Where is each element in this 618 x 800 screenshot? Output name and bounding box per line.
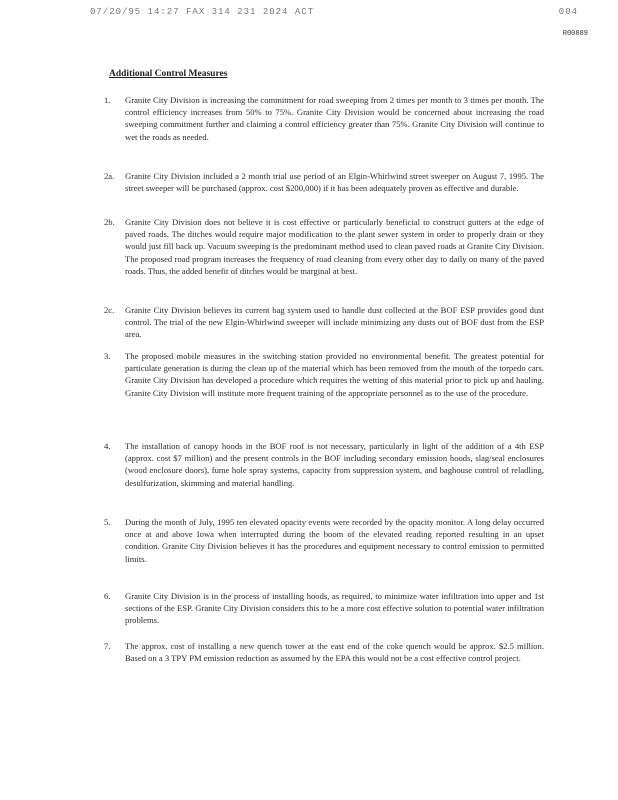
document-id: R00889 <box>562 30 588 38</box>
item-number: 2c. <box>104 305 115 315</box>
list-item <box>104 304 544 341</box>
list-item <box>104 640 544 664</box>
list-item <box>104 516 544 565</box>
item-text: Granite City Division included a 2 month trial use period of an Elgin-Whirlwind street sweeper on August 7, 1995. The street sweeper will be purchased (approx. cost $200,000) if it has been adequately proven as effective and durable. <box>125 171 544 194</box>
item-number: 4. <box>104 441 111 451</box>
list-item <box>104 216 544 277</box>
list-item <box>104 170 544 194</box>
list-item <box>104 590 544 627</box>
item-number: 2b. <box>104 217 115 227</box>
list-item <box>104 440 544 489</box>
item-number: 5. <box>104 517 111 527</box>
section-heading: Additional Control Measures <box>109 69 228 79</box>
item-text: Granite City Division is increasing the commitment for road sweeping from 2 times per month to 3 times per month. The control efficiency increases from 50% to 75%. Granite City Division would be concerned about increasing the road sweeping commitment further and claiming a control efficiency greater than 75%. Granite City Division will continue to wet the roads as needed. <box>125 95 544 142</box>
fax-header <box>90 7 578 17</box>
item-text: Granite City Division believes its current bag system used to handle dust collected at the BOF ESP provides good dust control. The trial of the new Elgin-Whirlwind sweeper will include minimizing any dusts out of BOF dust from the ESP area. <box>125 305 544 340</box>
fax-page-number: 004 <box>558 7 578 17</box>
item-number: 6. <box>104 591 111 601</box>
item-number: 3. <box>104 351 111 361</box>
item-text: During the month of July, 1995 ten elevated opacity events were recorded by the opacity monitor. A long delay occurred once at and above Iowa when interrupted during the boom of the elevated reading reported resulting in an upset condition. Granite City Division believes it has the procedures and equipment necessary to control emission to permitted limits. <box>125 517 544 564</box>
fax-header-text: 07/20/95 14:27 FAX 314 231 2024 ACT <box>90 7 315 17</box>
item-text: Granite City Division does not believe it is cost effective or particularly beneficial to construct gutters at the edge of paved roads. The ditches would require major modification to the plant sewer system in order to properly drain or they would just fill back up. Vacuum sweeping is the predominant method used to clean paved roads at Granite City Division. The proposed road program increases the frequency of road cleaning from every other day to daily on many of the paved roads. Thus, the added benefit of ditches would be marginal at best. <box>125 217 544 276</box>
item-text: The installation of canopy hoods in the BOF roof is not necessary, particularly in light of the addition of a 4th ESP (approx. cost $7 million) and the present controls in the BOF including secondary emission hoods, slag/seal enclosures (wood enclosure doors), fume hole spray systems, capacity from suppression system, and baghouse control of reladling, desulfurization, skimming and material handling. <box>125 441 544 488</box>
list-item <box>104 94 544 143</box>
item-text: The proposed mobile measures in the switching station provided no environmental benefit. The greatest potential for particulate generation is during the clean up of the material which has been removed from the mouth of the torpedo cars. Granite City Division has developed a procedure which requires the wetting of this material prior to pick up and hauling. Granite City Division will institute more frequent training of the appropriate personnel as to the use of the procedure. <box>125 351 544 398</box>
item-number: 7. <box>104 641 111 651</box>
item-text: The approx. cost of installing a new quench tower at the east end of the coke quench would be approx. $2.5 million. Based on a 3 TPY PM emission reduction as assumed by the EPA this would not be a cost effective control project. <box>125 641 544 664</box>
list-item <box>104 350 544 399</box>
item-number: 1. <box>104 95 111 105</box>
item-text: Granite City Division is in the process of installing hoods, as required, to minimize water infiltration into upper and 1st sections of the ESP. Granite City Division considers this to be a more cost effective solution to potential water infiltration problems. <box>125 591 544 626</box>
item-number: 2a. <box>104 171 115 181</box>
